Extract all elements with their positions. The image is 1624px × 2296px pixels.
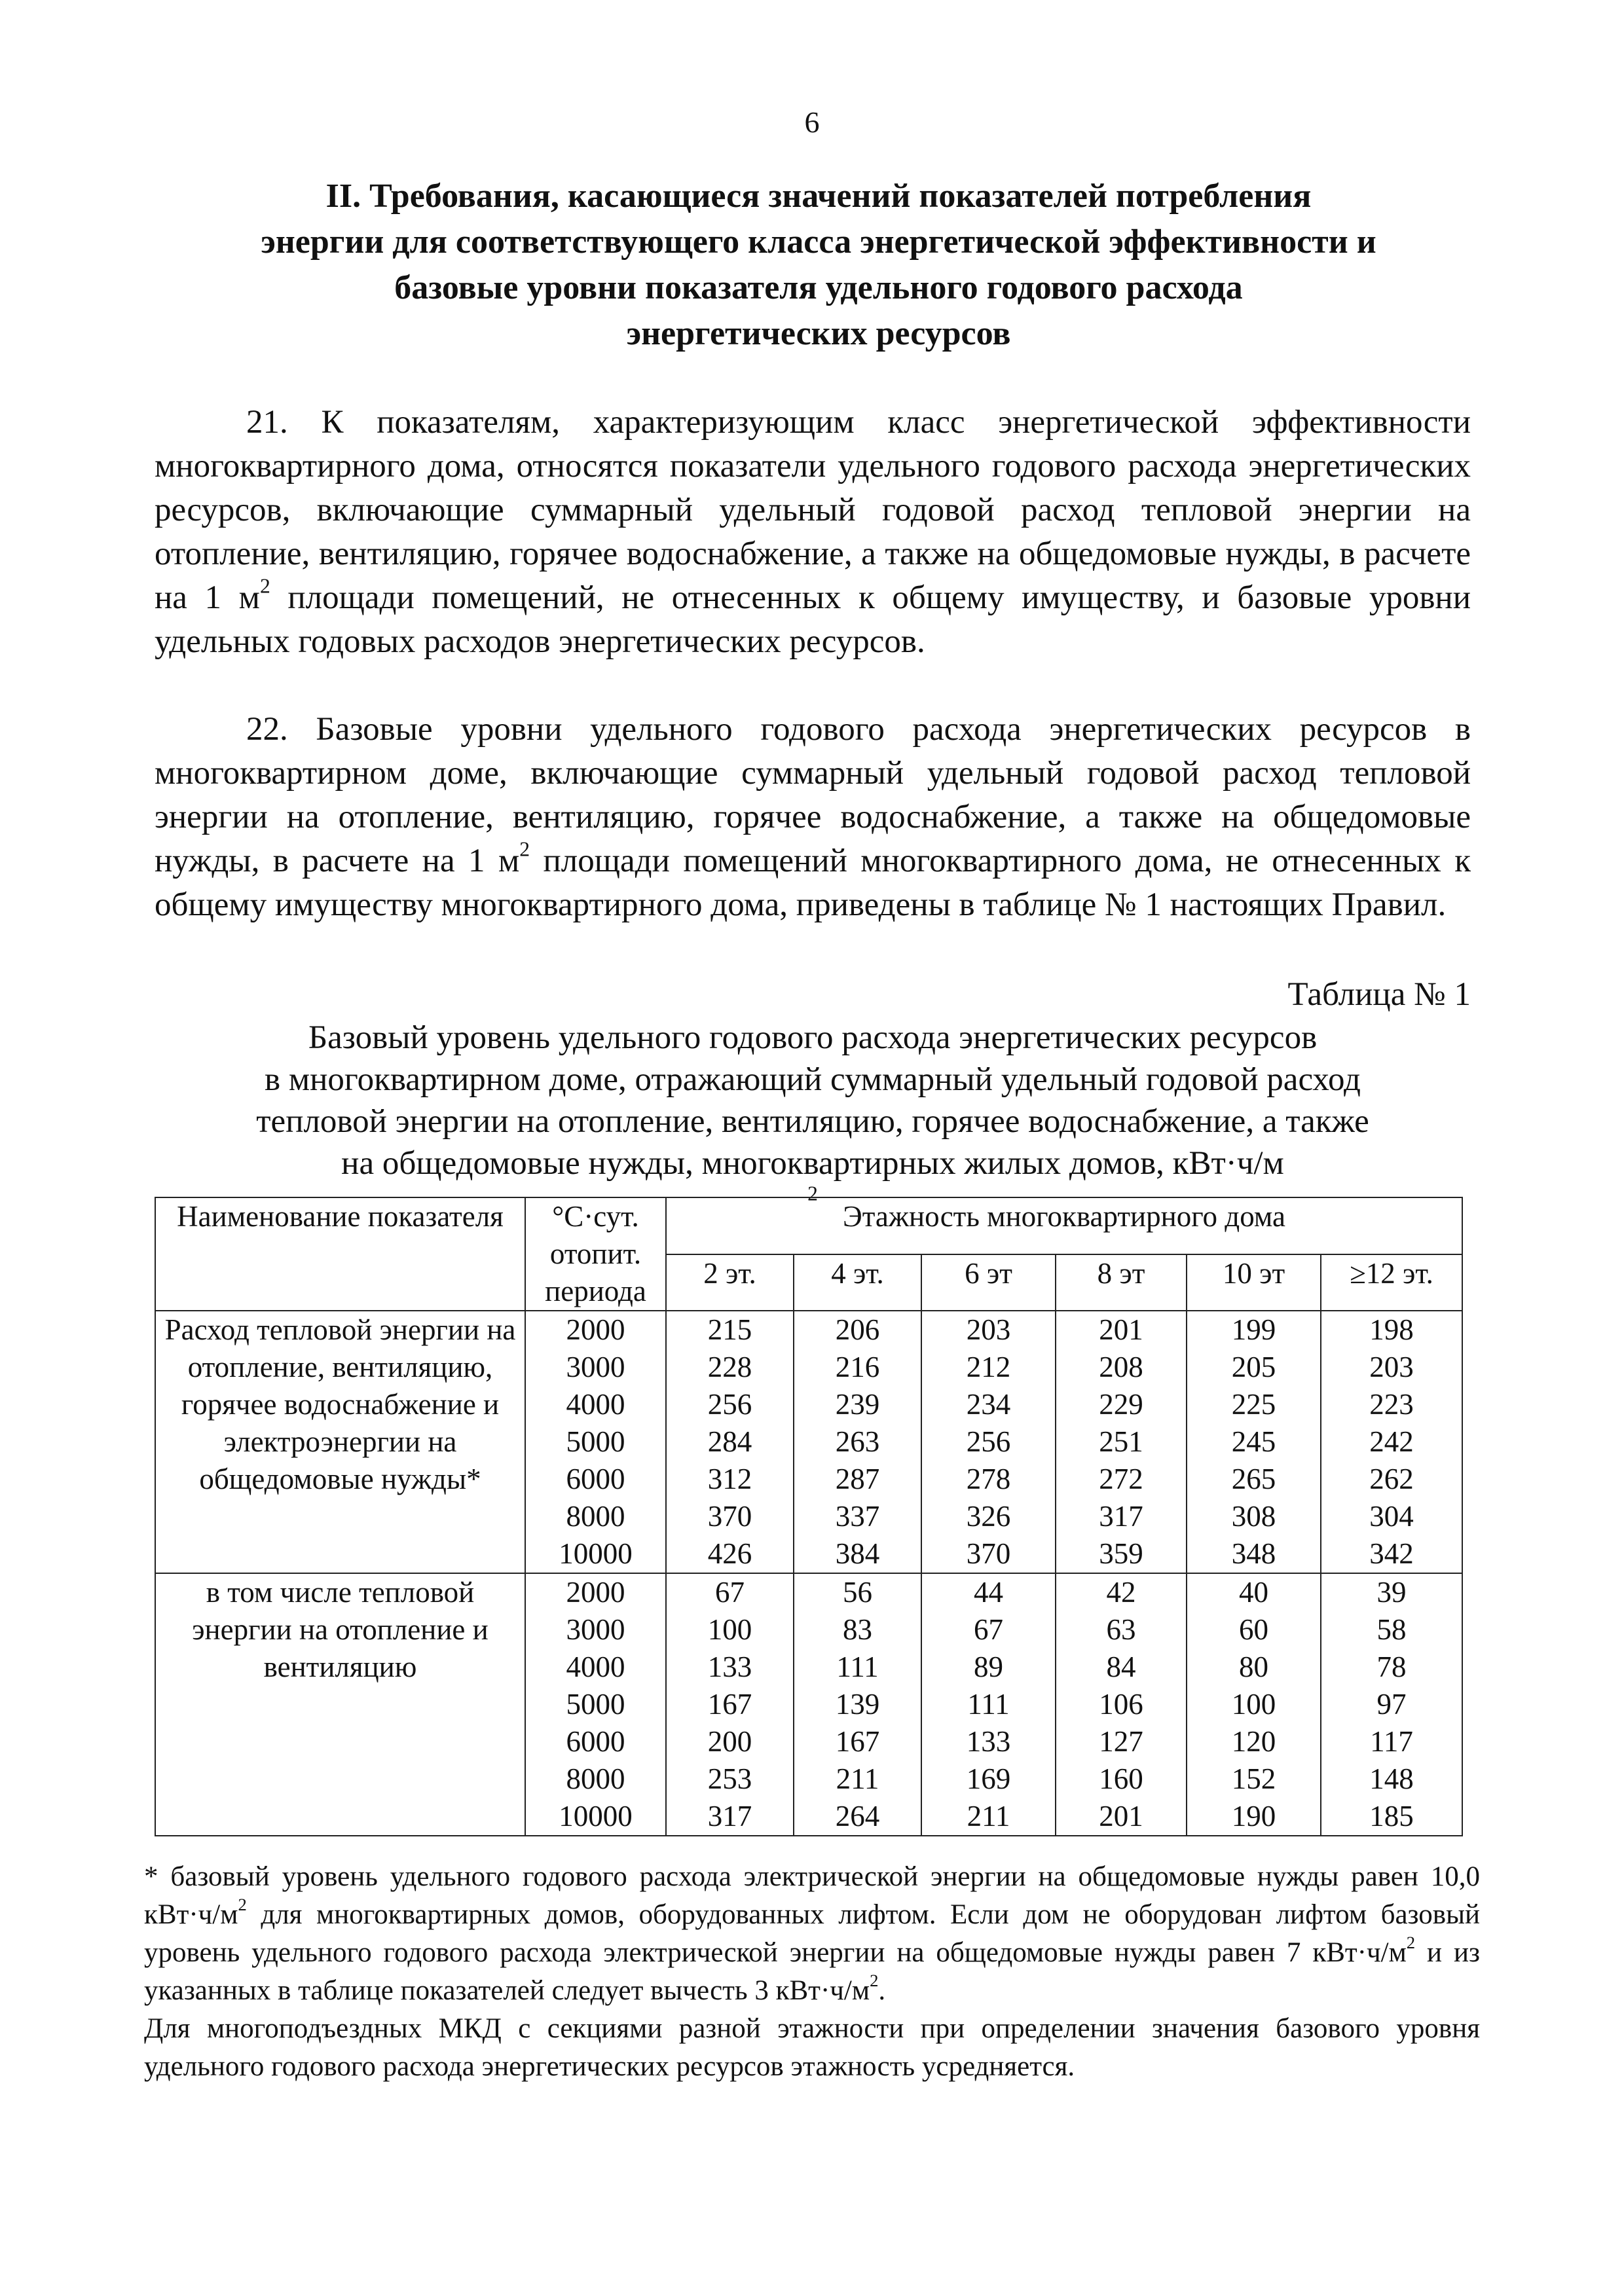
value: 78 (1376, 1650, 1407, 1683)
value: 251 (1099, 1425, 1143, 1458)
value: 287 (835, 1463, 880, 1495)
degree-days-value: 5000 (566, 1425, 625, 1458)
value: 148 (1369, 1762, 1414, 1795)
footnote-paragraph (144, 1858, 1480, 2010)
value: 139 (835, 1688, 880, 1721)
value: 272 (1099, 1463, 1143, 1495)
value: 348 (1231, 1537, 1276, 1570)
value: 229 (1099, 1388, 1143, 1421)
degree-days-value: 2000 (566, 1313, 625, 1346)
degree-days-value: 4000 (566, 1650, 625, 1683)
value: 211 (967, 1800, 1010, 1832)
section-title-line: энергии для соответствующего класса энергетической эффективности и (261, 223, 1376, 261)
table-row (155, 1573, 1462, 1836)
value-cell (794, 1311, 921, 1573)
value: 106 (1099, 1688, 1143, 1721)
value: 253 (707, 1762, 752, 1795)
value: 201 (1099, 1800, 1143, 1832)
degree-days-value: 10000 (559, 1800, 633, 1832)
paragraph-21-text-end: площади помещений, не отнесенных к общему имуществу, и базовые уровни удельных годовых расходов энергетических ресурсов. (155, 579, 1471, 660)
header-floors: Этажность многоквартирного дома (666, 1197, 1462, 1254)
value: 308 (1231, 1500, 1276, 1533)
value-cell (1321, 1311, 1462, 1573)
table-row (155, 1311, 1462, 1573)
table-caption-line: в многоквартирном доме, отражающий суммарный удельный годовой расход (265, 1061, 1361, 1098)
section-title-line: базовые уровни показателя удельного годового расхода (394, 269, 1243, 306)
value: 84 (1106, 1650, 1136, 1683)
value-cell (1187, 1573, 1321, 1836)
value: 337 (835, 1500, 880, 1533)
value: 167 (835, 1725, 880, 1758)
value: 426 (707, 1537, 752, 1570)
degree-days-value: 4000 (566, 1388, 625, 1421)
value: 215 (707, 1313, 752, 1346)
value: 263 (835, 1425, 880, 1458)
superscript: 2 (807, 1182, 818, 1205)
superscript: 2 (238, 1895, 247, 1915)
header-floor-col: 2 эт. (666, 1254, 794, 1311)
value: 198 (1369, 1313, 1414, 1346)
value-cell (666, 1311, 794, 1573)
value: 133 (966, 1725, 1011, 1758)
footnote-text: . (878, 1975, 886, 2006)
indicator-name: в том числе тепловой энергии на отопление и вентиляцию (155, 1573, 525, 1836)
degree-days-cell (525, 1311, 666, 1573)
value: 111 (836, 1650, 879, 1683)
value: 317 (1099, 1500, 1143, 1533)
value-cell (1321, 1573, 1462, 1836)
degree-days-value: 6000 (566, 1725, 625, 1758)
value: 278 (966, 1463, 1011, 1495)
superscript: 2 (870, 1971, 879, 1991)
degree-days-value: 5000 (566, 1688, 625, 1721)
value: 211 (836, 1762, 879, 1795)
table-caption (155, 1017, 1471, 1226)
value-cell (921, 1311, 1056, 1573)
value: 185 (1369, 1800, 1414, 1832)
footnote-text: и из указанных в таблице показателей следует вычесть 3 кВт·ч/м (144, 1937, 1480, 2006)
degree-days-value: 3000 (566, 1351, 625, 1383)
degree-days-value: 6000 (566, 1463, 625, 1495)
value: 39 (1376, 1576, 1407, 1609)
value: 200 (707, 1725, 752, 1758)
value-cell (1187, 1311, 1321, 1573)
value: 225 (1231, 1388, 1276, 1421)
value: 203 (966, 1313, 1011, 1346)
value-cell (1056, 1311, 1187, 1573)
value: 67 (715, 1576, 745, 1609)
value: 245 (1231, 1425, 1276, 1458)
indicator-name: Расход тепловой энергии на отопление, вентиляцию, горячее водоснабжение и электроэнергии на общедомовые нужды* (155, 1311, 525, 1573)
page-number: 6 (804, 105, 820, 139)
value: 256 (707, 1388, 752, 1421)
degree-days-value: 8000 (566, 1762, 625, 1795)
header-floor-col: 8 эт (1056, 1254, 1187, 1311)
value: 256 (966, 1425, 1011, 1458)
value: 262 (1369, 1463, 1414, 1495)
table-label: Таблица № 1 (1287, 976, 1471, 1013)
value: 160 (1099, 1762, 1143, 1795)
header-degree-days: °С·сут. отопит. периода (525, 1197, 666, 1311)
value: 117 (1370, 1725, 1413, 1758)
section-title (164, 173, 1473, 357)
value: 216 (835, 1351, 880, 1383)
value: 40 (1239, 1576, 1268, 1609)
value: 326 (966, 1500, 1011, 1533)
paragraph-22-text: 22. Базовые уровни удельного годового расхода энергетических ресурсов в многоквартирном доме, включающие суммарный удельный годовой расход тепловой энергии на отопление, вентиляцию, горячее водоснабжение, а также на общедомовые нужды, в расчете на 1 м (155, 711, 1471, 879)
value: 199 (1231, 1313, 1276, 1346)
paragraph-22 (155, 708, 1471, 927)
value: 56 (843, 1576, 872, 1609)
value: 284 (707, 1425, 752, 1458)
header-floor-col: ≥12 эт. (1321, 1254, 1462, 1311)
value: 203 (1369, 1351, 1414, 1383)
value: 127 (1099, 1725, 1143, 1758)
footnote-paragraph: Для многоподъездных МКД с секциями разной этажности при определении значения базового уровня удельного годового расхода энергетических ресурсов этажность усредняется. (144, 2013, 1480, 2082)
value: 384 (835, 1537, 880, 1570)
table-caption-last-text: на общедомовые нужды, многоквартирных жилых домов, кВт·ч/м (341, 1145, 1284, 1182)
value: 359 (1099, 1537, 1143, 1570)
value: 205 (1231, 1351, 1276, 1383)
header-floor-col: 10 эт (1187, 1254, 1321, 1311)
value: 264 (835, 1800, 880, 1832)
superscript: 2 (519, 837, 530, 861)
value: 167 (707, 1688, 752, 1721)
value: 89 (974, 1650, 1003, 1683)
value: 60 (1239, 1613, 1268, 1646)
value: 83 (843, 1613, 872, 1646)
section-title-line: II. Требования, касающиеся значений показателей потребления (325, 177, 1312, 215)
header-floor-col: 6 эт (921, 1254, 1056, 1311)
header-name: Наименование показателя (155, 1197, 525, 1311)
value: 239 (835, 1388, 880, 1421)
footnote-text: для многоквартирных домов, оборудованных лифтом. Если дом не оборудован лифтом базовый уровень удельного годового расхода электрической энергии на общедомовые нужды равен 7 кВт·ч/м (144, 1899, 1480, 1968)
value: 228 (707, 1351, 752, 1383)
energy-table (155, 1197, 1463, 1836)
degree-days-cell (525, 1573, 666, 1836)
value: 223 (1369, 1388, 1414, 1421)
value: 42 (1106, 1576, 1136, 1609)
degree-days-value: 8000 (566, 1500, 625, 1533)
value-cell (921, 1573, 1056, 1836)
value: 242 (1369, 1425, 1414, 1458)
footnote (144, 1858, 1480, 2086)
value: 190 (1231, 1800, 1276, 1832)
footnote-text: * базовый уровень удельного годового расхода электрической энергии на общедомовые нужды равен 10,0 кВт·ч/м (144, 1861, 1480, 1930)
value: 100 (1231, 1688, 1276, 1721)
value: 100 (707, 1613, 752, 1646)
value: 67 (974, 1613, 1003, 1646)
value: 206 (835, 1313, 880, 1346)
value: 169 (966, 1762, 1011, 1795)
value: 234 (966, 1388, 1011, 1421)
paragraph-21 (155, 401, 1471, 664)
value: 265 (1231, 1463, 1276, 1495)
value: 370 (966, 1537, 1011, 1570)
paragraph-22-text-end: площади помещений многоквартирного дома, не отнесенных к общему имуществу многоквартирного дома, приведены в таблице № 1 настоящих Правил. (155, 843, 1471, 923)
value: 58 (1376, 1613, 1407, 1646)
value-cell (794, 1573, 921, 1836)
table-header-row (155, 1197, 1462, 1254)
value: 63 (1106, 1613, 1136, 1646)
value-cell (1056, 1573, 1187, 1836)
value: 97 (1376, 1688, 1407, 1721)
value: 111 (967, 1688, 1010, 1721)
value: 120 (1231, 1725, 1276, 1758)
superscript: 2 (259, 574, 270, 598)
table-caption-line: Базовый уровень удельного годового расхода энергетических ресурсов (308, 1019, 1318, 1056)
value-cell (666, 1573, 794, 1836)
degree-days-value: 10000 (559, 1537, 633, 1570)
value: 208 (1099, 1351, 1143, 1383)
value: 44 (974, 1576, 1003, 1609)
value: 152 (1231, 1762, 1276, 1795)
value: 317 (707, 1800, 752, 1832)
value: 342 (1369, 1537, 1414, 1570)
superscript: 2 (1406, 1933, 1416, 1953)
table-caption-line: тепловой энергии на отопление, вентиляцию, горячее водоснабжение, а также (256, 1103, 1369, 1140)
degree-days-value: 2000 (566, 1576, 625, 1609)
value: 133 (707, 1650, 752, 1683)
header-floor-col: 4 эт. (794, 1254, 921, 1311)
value: 304 (1369, 1500, 1414, 1533)
paragraph-21-text: 21. К показателям, характеризующим класс энергетической эффективности многоквартирного дома, относятся показатели удельного годового расхода энергетических ресурсов, включающие суммарный удельный годовой расход тепловой энергии на отопление, вентиляцию, горячее водоснабжение, а также на общедомовые нужды, в расчете на 1 м (155, 404, 1471, 616)
value: 312 (707, 1463, 752, 1495)
section-title-line: энергетических ресурсов (626, 315, 1011, 352)
value: 201 (1099, 1313, 1143, 1346)
value: 370 (707, 1500, 752, 1533)
value: 80 (1239, 1650, 1268, 1683)
degree-days-value: 3000 (566, 1613, 625, 1646)
value: 212 (966, 1351, 1011, 1383)
